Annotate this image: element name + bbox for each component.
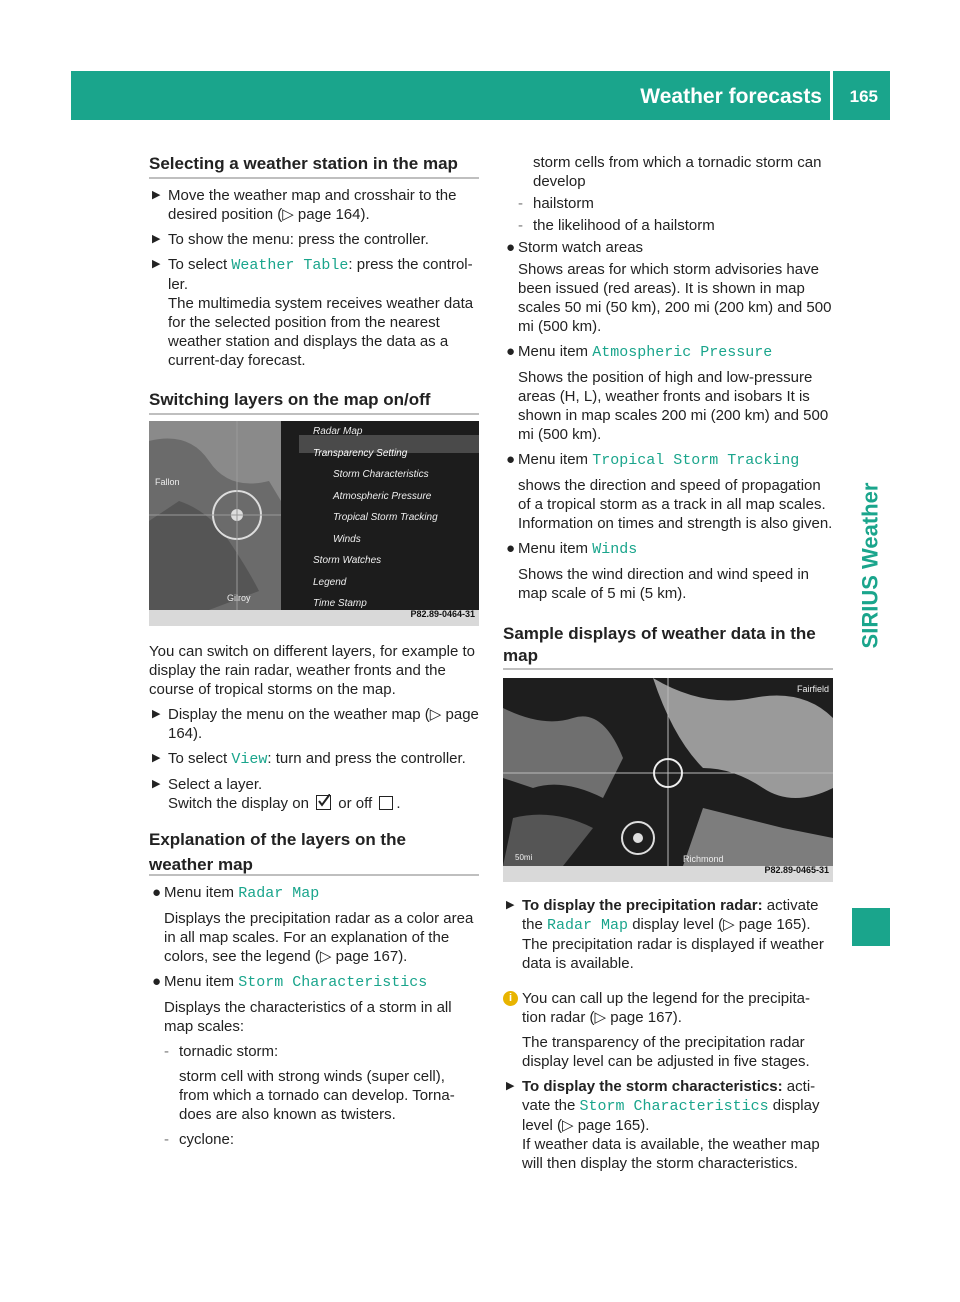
map-label: Richmond	[683, 854, 724, 864]
step-arrow-icon: ▶	[506, 899, 515, 911]
checkbox-checked-icon	[316, 795, 331, 810]
info-note: i You can call up the legend for the precipita- tion radar (▷ page 167).	[503, 989, 833, 1027]
layer-menu-item[interactable]: Transparency Setting	[313, 447, 408, 459]
step-arrow-icon: ▶	[152, 189, 161, 201]
step-arrow-icon: ▶	[152, 708, 161, 720]
menu-code-radar-map: Radar Map	[238, 885, 320, 902]
radar-map-view	[503, 678, 833, 866]
menu-code-tropical-storm-tracking: Tropical Storm Tracking	[592, 452, 800, 469]
section-title-layer-explanation: Explanation of the layers on the weather map	[149, 830, 406, 874]
image-code: P82.89-0464-31	[410, 609, 475, 619]
list-subitem: - the likelihood of a hailstorm	[518, 217, 715, 234]
step-arrow-icon: ▶	[152, 752, 161, 764]
layer-menu-item[interactable]: Time Stamp	[313, 598, 367, 609]
list-item: ● Menu item Atmospheric Pressure	[506, 343, 773, 361]
menu-code-weather-table: Weather Table	[231, 257, 349, 274]
step: ▶ To select Weather Table: press the control- ler. The multimedia system receives weather data for the selected position from the nearest weather station and displays the data as a current-day forecast.	[152, 256, 474, 369]
map-label: Gilroy	[227, 593, 251, 603]
step: ▶ To display the precipitation radar: activate the Radar Map display level (▷ page 165). The precipitation radar is displayed if weather data is available.	[506, 897, 824, 972]
layer-menu-item[interactable]: Tropical Storm Tracking	[333, 512, 438, 523]
divider	[503, 668, 833, 670]
page-header	[71, 71, 890, 120]
list-subitem: - hailstorm	[518, 195, 594, 212]
menu-code-storm-characteristics: Storm Characteristics	[579, 1098, 769, 1115]
divider	[149, 874, 479, 876]
layer-list-left: ● Menu item Radar Map Displays the precipitation radar as a color area in all map scales. For an explanation of the colors, see the legend (▷ page 167). ● Menu item Storm Characteristics Displays the characteristics of a storm in all map scales: - tornadic storm: storm cell with strong winds (super cell), from which a tornado can develop. Torna- does are also known as twisters. - cyclone:	[149, 883, 479, 1149]
layer-menu	[309, 421, 479, 615]
layer-menu-item[interactable]: Storm Watches	[313, 555, 382, 566]
list-item: ● Storm watch areas	[506, 239, 644, 256]
step: ▶ Move the weather map and crosshair to the desired position (▷ page 164).	[152, 187, 457, 223]
list-item: ● Menu item Storm Characteristics	[152, 973, 428, 991]
step: ▶ Select a layer. Switch the display on or off .	[152, 776, 401, 812]
sample-display-steps: ▶ To display the precipitation radar: activate the Radar Map display level (▷ page 165). The precipitation radar is displayed if weather data is available. i You can call up the legend for the precipita- tion radar (▷ page 167). The transparency of the precipitation radar display level can be adjusted in five stages. ▶ To display the storm characteristics: acti- vate the Storm Characteristics display level (▷ page 165). If weather data is available, the weather map will then display the storm characteristics.	[503, 896, 833, 1173]
layer-menu-item[interactable]: Storm Characteristics	[333, 469, 429, 480]
map-label: Fairfield	[796, 684, 829, 694]
side-tab	[852, 460, 888, 680]
menu-code-storm-characteristics: Storm Characteristics	[238, 974, 428, 991]
list-item: ● Menu item Tropical Storm Tracking	[506, 451, 800, 469]
step-arrow-icon: ▶	[506, 1080, 515, 1092]
map-scale: 50mi	[515, 853, 533, 862]
steps-select-station	[149, 186, 479, 370]
layer-menu-item[interactable]: Legend	[313, 576, 347, 588]
screenshot-radar-map	[503, 678, 833, 882]
layer-menu-item[interactable]: Winds	[333, 533, 361, 545]
step: ▶ To select View: turn and press the controller.	[152, 750, 466, 768]
step: ▶ To show the menu: press the controller.	[152, 231, 429, 248]
divider	[149, 177, 479, 179]
header-separator	[830, 71, 833, 120]
layers-text: You can switch on different layers, for example to display the rain radar, weather fronts and the course of tropical storms on the map. ▶ Display the menu on the weather map (▷ page 164). ▶ To select View: turn and press the controller. ▶ Select a layer. Switch the display on or off .	[149, 643, 479, 812]
list-item: ● Menu item Radar Map	[152, 884, 320, 902]
step-arrow-icon: ▶	[152, 778, 161, 790]
menu-code-winds: Winds	[592, 541, 638, 558]
screenshot-layers-menu	[149, 421, 479, 626]
info-icon: i	[503, 991, 518, 1006]
layer-list-right: storm cells from which a tornadic storm can develop - hailstorm - the likelihood of a hailstorm ● Storm watch areas Shows areas for which storm advisories have been issued (red areas). It is shown in map scales 50 mi (50 km), 200 mi (200 km) and 500 mi (500 km). ● Menu item Atmospheric Pressure Shows the position of high and low-pressure areas (H, L), weather fronts and isobars It is shown in map scales 200 mi (200 km) and 500 mi (500 km). ● Menu item Tropical Storm Tracking shows the direction and speed of propagation of a tropical storm as a track in all map scales. Information on times and strength is also given. ● Menu item Winds Shows the wind direction and wind speed in map scale of 5 mi (5 km).	[503, 153, 833, 603]
page-number: 165	[849, 87, 878, 106]
step: ▶ To display the storm characteristics: acti- vate the Storm Characteristics display level (▷ page 165). If weather data is available, the weather map will then display the storm characteristics.	[506, 1078, 820, 1172]
side-tab-label: SIRIUS Weather	[857, 482, 883, 649]
step: ▶ Display the menu on the weather map (▷ page 164).	[152, 706, 479, 742]
section-title-selecting-station: Selecting a weather station in the map	[149, 154, 458, 173]
layer-menu-item[interactable]: Atmospheric Pressure	[333, 490, 432, 502]
menu-code-radar-map: Radar Map	[547, 917, 629, 934]
section-title-sample-displays: Sample displays of weather data in the map	[503, 624, 816, 665]
section-title-switching-layers: Switching layers on the map on/off	[149, 390, 431, 409]
map-label: Fallon	[155, 477, 180, 487]
image-code: P82.89-0465-31	[764, 865, 829, 875]
divider	[149, 413, 479, 415]
step-arrow-icon: ▶	[152, 258, 161, 270]
header-title: Weather forecasts	[640, 85, 822, 108]
side-tab-marker	[852, 908, 890, 946]
checkbox-empty-icon	[379, 796, 393, 810]
list-item: ● Menu item Winds	[506, 540, 638, 558]
layer-menu-item[interactable]: Radar Map	[313, 426, 363, 437]
menu-code-view: View	[231, 751, 268, 768]
step-arrow-icon: ▶	[152, 233, 161, 245]
menu-code-atmospheric-pressure: Atmospheric Pressure	[592, 344, 773, 361]
list-subitem: - tornadic storm:	[164, 1043, 279, 1060]
list-subitem: - cyclone:	[164, 1131, 235, 1148]
